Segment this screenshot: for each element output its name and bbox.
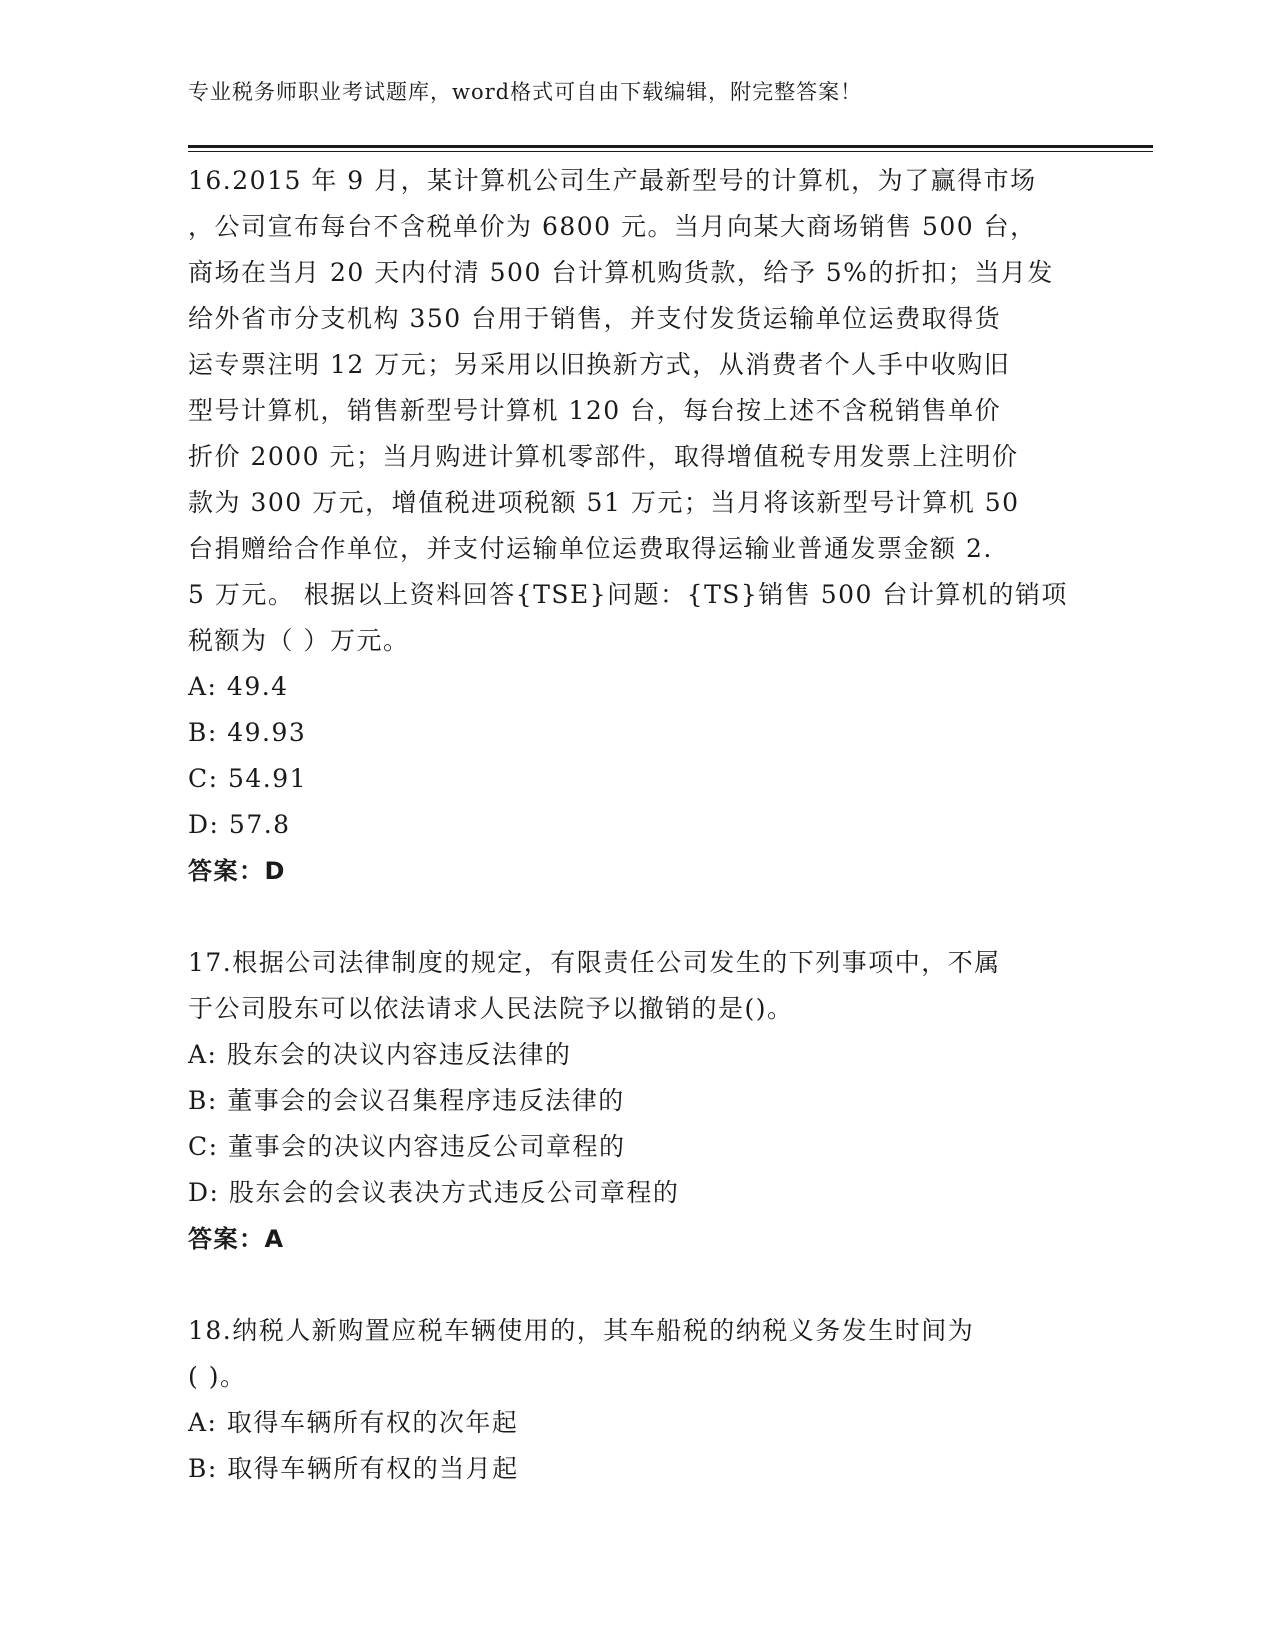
option-b: B: 49.93 [188, 718, 307, 747]
question-list [188, 158, 1088, 1492]
question-stem-line: 5 万元。 根据以上资料回答{TSE}问题：{TS}销售 500 台计算机的销项 [188, 580, 1068, 609]
question-17 [188, 940, 1088, 1262]
option-c: C: 董事会的决议内容违反公司章程的 [188, 1132, 626, 1161]
question-stem-line: 折价 2000 元；当月购进计算机零部件，取得增值税专用发票上注明价 [188, 442, 1019, 471]
answer-label: 答案：A [188, 1225, 285, 1253]
question-stem-line: 税额为（ ）万元。 [188, 626, 410, 655]
header-rule-thick [188, 145, 1153, 148]
option-a: A: 49.4 [188, 672, 289, 701]
option-a: A: 股东会的决议内容违反法律的 [188, 1040, 572, 1069]
option-b: B: 取得车辆所有权的当月起 [188, 1454, 519, 1483]
question-18 [188, 1308, 1088, 1492]
option-d: D: 股东会的会议表决方式违反公司章程的 [188, 1178, 680, 1207]
question-stem-line: 于公司股东可以依法请求人民法院予以撤销的是()。 [188, 994, 794, 1023]
question-16 [188, 158, 1088, 894]
question-stem-line: 18.纳税人新购置应税车辆使用的，其车船税的纳税义务发生时间为 [188, 1316, 975, 1345]
page-header: 专业税务师职业考试题库，word格式可自由下载编辑，附完整答案！ [188, 80, 863, 104]
option-d: D: 57.8 [188, 810, 291, 839]
question-stem-line: ( )。 [188, 1362, 247, 1391]
spacer [188, 1262, 1088, 1308]
option-a: A: 取得车辆所有权的次年起 [188, 1408, 519, 1437]
answer-label: 答案：D [188, 857, 286, 885]
spacer [188, 894, 1088, 940]
question-stem-line: 17.根据公司法律制度的规定，有限责任公司发生的下列事项中，不属 [188, 948, 1001, 977]
question-stem-line: 型号计算机，销售新型号计算机 120 台，每台按上述不含税销售单价 [188, 396, 1002, 425]
question-stem-line: 运专票注明 12 万元；另采用以旧换新方式，从消费者个人手中收购旧 [188, 350, 1011, 379]
question-stem-line: ，公司宣布每台不含税单价为 6800 元。当月向某大商场销售 500 台， [188, 212, 1037, 241]
header-rule-thin [188, 151, 1153, 152]
question-stem-line: 商场在当月 20 天内付清 500 台计算机购货款，给予 5%的折扣；当月发 [188, 258, 1054, 287]
question-stem-line: 16.2015 年 9 月，某计算机公司生产最新型号的计算机，为了赢得市场 [188, 166, 1037, 195]
question-stem-line: 款为 300 万元，增值税进项税额 51 万元；当月将该新型号计算机 50 [188, 488, 1020, 517]
option-c: C: 54.91 [188, 764, 308, 793]
question-stem-line: 给外省市分支机构 350 台用于销售，并支付发货运输单位运费取得货 [188, 304, 1002, 333]
option-b: B: 董事会的会议召集程序违反法律的 [188, 1086, 625, 1115]
question-stem-line: 台捐赠给合作单位，并支付运输单位运费取得运输业普通发票金额 2. [188, 534, 993, 563]
